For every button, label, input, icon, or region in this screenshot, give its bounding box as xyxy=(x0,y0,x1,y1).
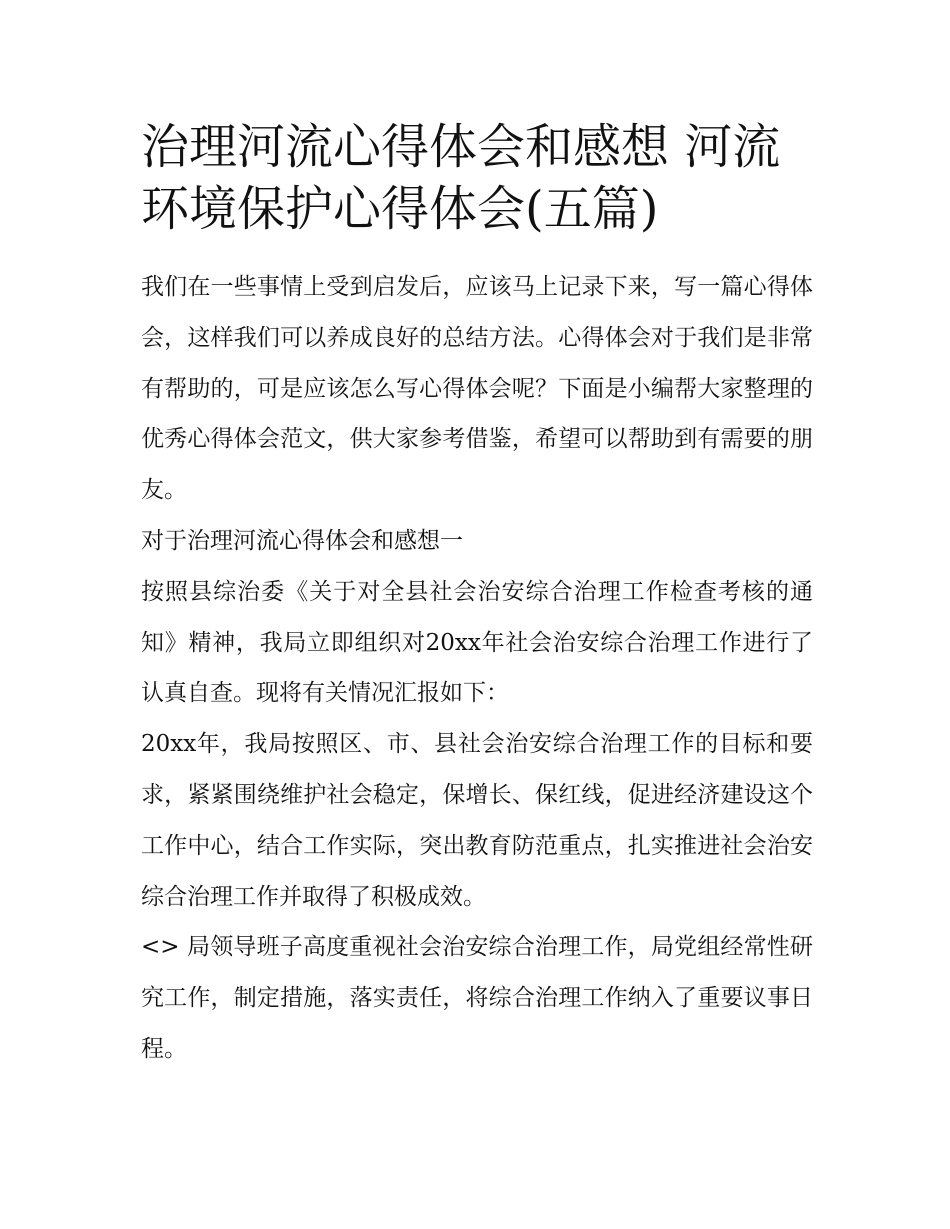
intro-paragraph: 我们在一些事情上受到启发后，应该马上记录下来，写一篇心得体会，这样我们可以养成良好的总结方法。心得体会对于我们是非常有帮助的，可是应该怎么写心得体会呢？下面是小编帮大家整理的优秀心得体会范文，供大家参考借鉴，希望可以帮助到有需要的朋友。 xyxy=(141,274,813,504)
body-paragraph: <> 局领导班子高度重视社会治安综合治理工作，局党组经常性研究工作，制定措施，落实责任，将综合治理工作纳入了重要议事日程。 xyxy=(141,934,813,1062)
section-heading: 对于治理河流心得体会和感想一 xyxy=(141,527,463,554)
body-paragraph: 20xx年，我局按照区、市、县社会治安综合治理工作的目标和要求，紧紧围绕维护社会稳定，保增长、保红线，促进经济建设这个工作中心，结合工作实际，突出教育防范重点，扎实推进社会治安综合治理工作并取得了积极成效。 xyxy=(141,731,813,910)
body-paragraph: 按照县综治委《关于对全县社会治安综合治理工作检查考核的通知》精神，我局立即组织对20xx年社会治安综合治理工作进行了认真自查。现将有关情况汇报如下： xyxy=(141,578,813,707)
document-body xyxy=(141,116,813,1075)
document-title: 治理河流心得体会和感想 河流环境保护心得体会(五篇) xyxy=(141,119,781,237)
